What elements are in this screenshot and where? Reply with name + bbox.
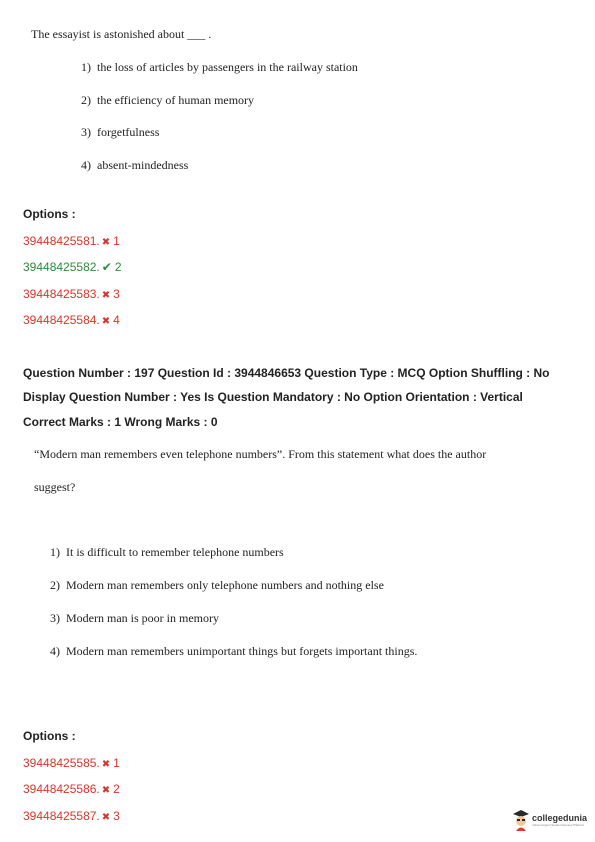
- option-id: 39448425585.: [23, 756, 100, 770]
- option-value: 3: [113, 809, 120, 823]
- choice-item: [50, 611, 219, 626]
- cross-icon: ✖: [101, 290, 111, 301]
- option-value: 1: [113, 234, 120, 248]
- cross-icon: ✖: [101, 316, 111, 327]
- question-text: “Modern man remembers even telephone numbers”. From this statement what does the author: [34, 447, 487, 461]
- logo-wordmark: collegedunia: [532, 813, 588, 823]
- cross-icon: ✖: [101, 812, 111, 823]
- option-row: [23, 782, 120, 796]
- option-row: [23, 313, 120, 327]
- options-heading: Options :: [23, 729, 76, 743]
- option-id: 39448425586.: [23, 782, 100, 796]
- choice-text: absent-mindedness: [97, 158, 189, 172]
- choice-item: [50, 545, 284, 560]
- choice-text: the loss of articles by passengers in the railway station: [97, 60, 358, 74]
- choice-number: 3): [50, 611, 60, 625]
- option-row: [23, 260, 122, 274]
- choice-text: the efficiency of human memory: [97, 93, 255, 107]
- option-row: [23, 809, 120, 823]
- option-row: [23, 234, 120, 248]
- choice-number: 1): [50, 545, 60, 559]
- choice-number: 4): [81, 158, 91, 172]
- choice-text: Modern man remembers unimportant things but forgets important things.: [66, 644, 418, 658]
- option-value: 3: [113, 287, 120, 301]
- choice-item: [81, 125, 159, 140]
- option-row: [23, 756, 120, 770]
- cross-icon: ✖: [101, 237, 111, 248]
- choice-number: 2): [50, 578, 60, 592]
- option-id: 39448425582.: [23, 260, 100, 274]
- options-heading: Options :: [23, 207, 76, 221]
- option-id: 39448425581.: [23, 234, 100, 248]
- question-meta-line: Question Number : 197 Question Id : 3944846653 Question Type : MCQ Option Shuffling : No: [23, 366, 550, 380]
- choice-text: forgetfulness: [97, 125, 160, 139]
- question-meta-line: Correct Marks : 1 Wrong Marks : 0: [23, 415, 218, 429]
- choice-number: 2): [81, 93, 91, 107]
- cross-icon: ✖: [101, 785, 111, 796]
- question-meta-line: Display Question Number : Yes Is Question Mandatory : No Option Orientation : Vertical: [23, 390, 523, 404]
- choice-item: [50, 644, 417, 659]
- option-value: 4: [113, 313, 120, 327]
- option-id: 39448425587.: [23, 809, 100, 823]
- choice-item: [81, 158, 188, 173]
- option-value: 1: [113, 756, 120, 770]
- choice-item: [81, 60, 358, 75]
- option-id: 39448425584.: [23, 313, 100, 327]
- choice-text: It is difficult to remember telephone numbers: [66, 545, 284, 559]
- choice-number: 4): [50, 644, 60, 658]
- choice-number: 1): [81, 60, 91, 74]
- question-text: suggest?: [34, 480, 76, 494]
- option-value: 2: [114, 260, 122, 274]
- option-value: 2: [113, 782, 120, 796]
- choice-item: [81, 93, 254, 108]
- option-id: 39448425583.: [23, 287, 100, 301]
- logo-tagline: India's largest Student Review Platform: [532, 823, 585, 827]
- choice-text: Modern man remembers only telephone numbers and nothing else: [66, 578, 384, 592]
- collegedunia-logo: [512, 806, 592, 834]
- choice-text: Modern man is poor in memory: [66, 611, 219, 625]
- check-icon: ✔: [101, 260, 112, 274]
- graduate-mascot-icon: [512, 809, 530, 831]
- choice-item: [50, 578, 384, 593]
- choice-number: 3): [81, 125, 91, 139]
- question-text: The essayist is astonished about ___ .: [31, 27, 212, 41]
- option-row: [23, 287, 120, 301]
- cross-icon: ✖: [101, 759, 111, 770]
